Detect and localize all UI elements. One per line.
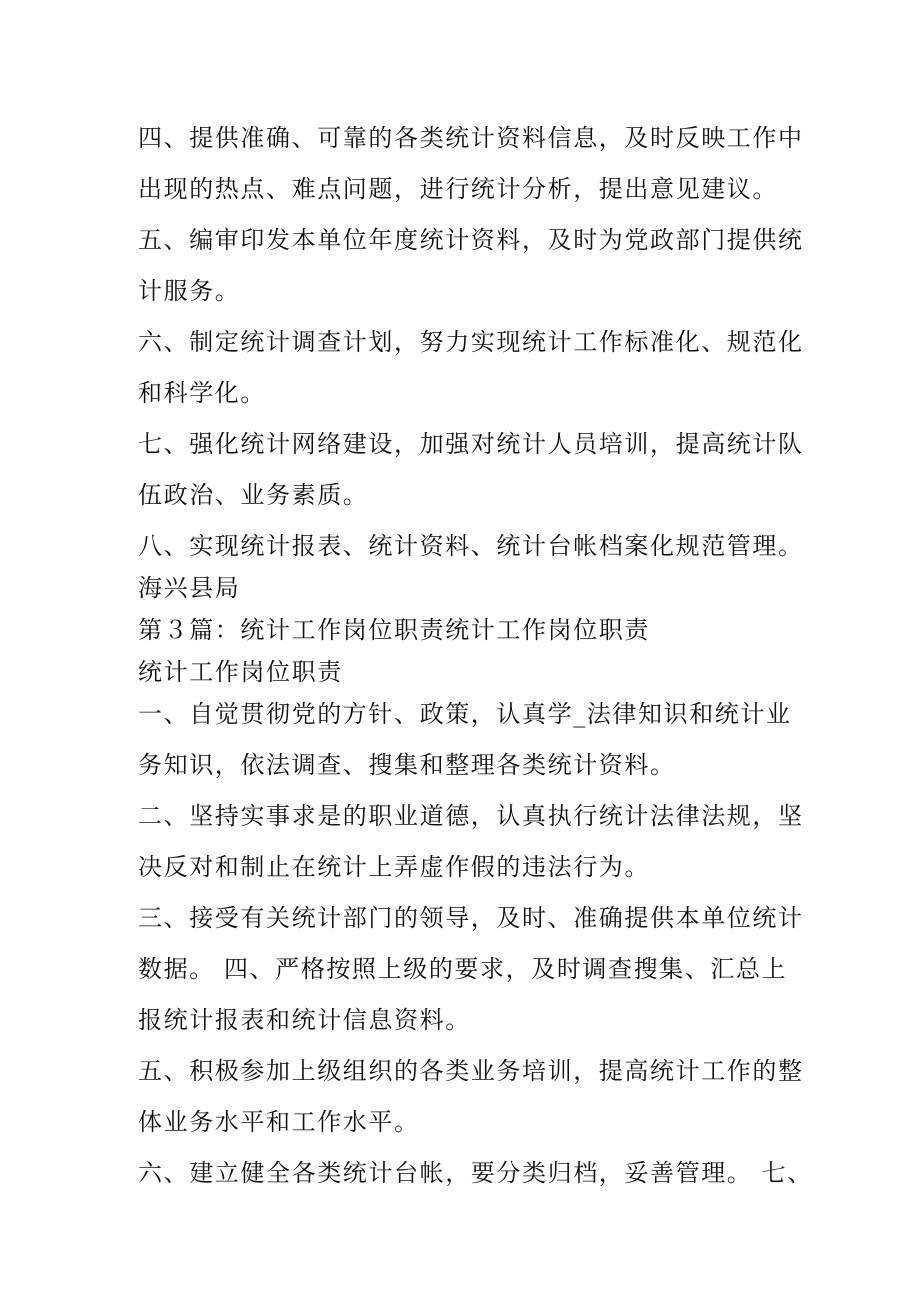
text-line: 报统计报表和统计信息资料。: [138, 1006, 471, 1034]
section-heading: 第３篇：统计工作岗位职责统计工作岗位职责: [138, 616, 650, 644]
text-line: 出现的热点、难点问题，进行统计分析，提出意见建议。: [138, 175, 778, 203]
text-line: 四、提供准确、可靠的各类统计资料信息，及时反映工作中: [138, 124, 804, 152]
text-line: 二、坚持实事求是的职业道德，认真执行统计法律法规，坚: [138, 802, 804, 830]
text-line: 和科学化。: [138, 379, 266, 407]
text-line: 决反对和制止在统计上弄虚作假的违法行为。: [138, 853, 650, 881]
section-title: 统计工作岗位职责: [138, 658, 343, 686]
text-line: 伍政治、业务素质。: [138, 481, 369, 509]
text-line: 一、自觉贯彻党的方针、政策，认真学_法律知识和统计业: [138, 700, 792, 728]
text-line: 七、强化统计网络建设，加强对统计人员培训，提高统计队: [138, 430, 804, 458]
text-line: 五、积极参加上级组织的各类业务培训，提高统计工作的整: [138, 1057, 804, 1085]
document-body: [138, 116, 813, 1202]
text-line: 三、接受有关统计部门的领导，及时、准确提供本单位统计: [138, 904, 804, 932]
text-line: 数据。 四、严格按照上级的要求，及时调查搜集、汇总上: [138, 955, 788, 983]
text-line: 体业务水平和工作水平。: [138, 1108, 420, 1136]
text-line: 六、建立健全各类统计台帐，要分类归档，妥善管理。 七、: [138, 1159, 813, 1187]
text-line: 五、编审印发本单位年度统计资料，及时为党政部门提供统: [138, 226, 804, 254]
text-line: 务知识，依法调查、搜集和整理各类统计资料。: [138, 751, 676, 779]
text-line: 海兴县局: [138, 574, 241, 602]
text-line: 计服务。: [138, 277, 241, 305]
text-line: 八、实现统计报表、统计资料、统计台帐档案化规范管理。: [138, 532, 804, 560]
text-line: 六、制定统计调查计划，努力实现统计工作标准化、规范化: [138, 328, 804, 356]
